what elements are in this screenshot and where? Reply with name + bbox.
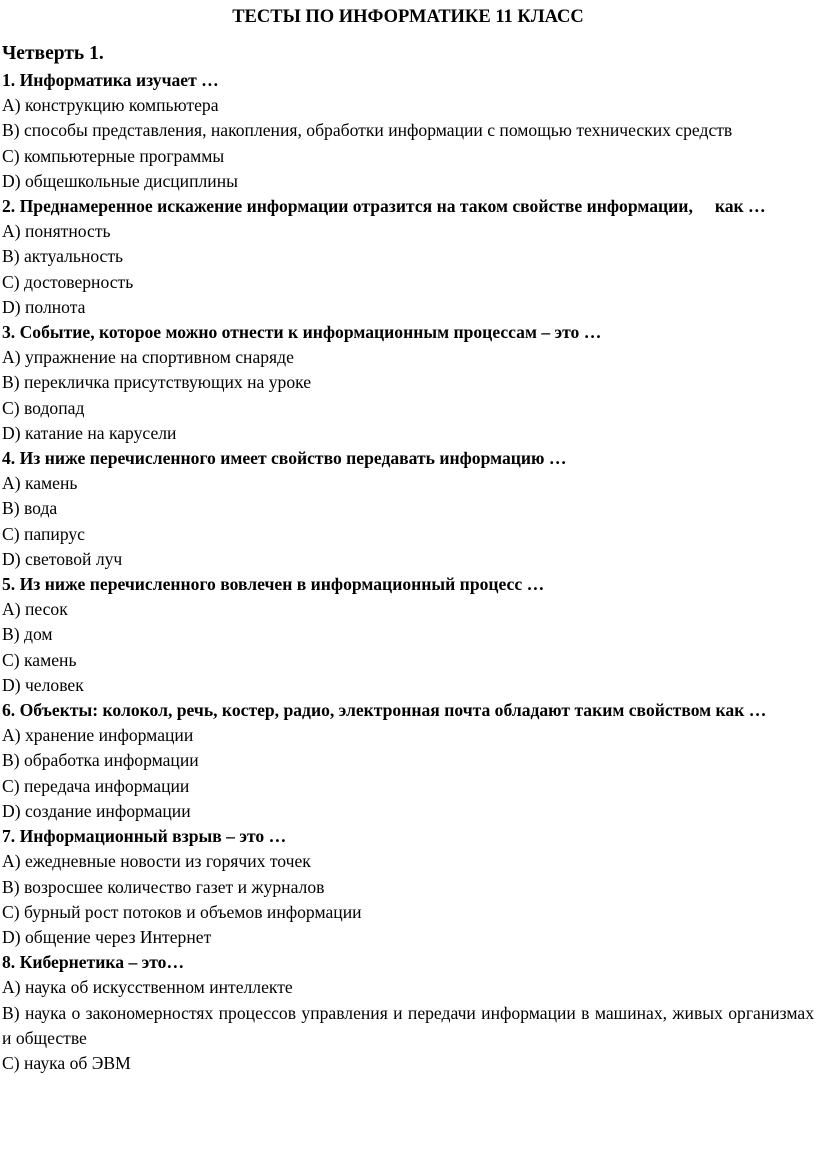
answer-option: B) перекличка присутствующих на уроке <box>2 372 312 393</box>
question-text: 6. Объекты: колокол, речь, костер, радио, электронная почта обладают таким свойством как … <box>2 700 767 721</box>
answer-option: C) бурный рост потоков и объемов информации <box>2 901 362 922</box>
question-4 <box>2 446 814 471</box>
question-text-tail: как … <box>714 196 766 217</box>
question-7 <box>2 824 814 849</box>
question-text: 3. Событие, которое можно отнести к информационным процессам – это … <box>2 322 602 343</box>
answer-option: D) общешкольные дисциплины <box>2 170 238 191</box>
answer-option: B) дом <box>2 624 53 645</box>
question-5 <box>2 572 814 597</box>
answer-option: C) компьютерные программы <box>2 145 225 166</box>
answer-option: A) упражнение на спортивном снаряде <box>2 347 294 368</box>
question-text: 4. Из ниже перечисленного имеет свойство передавать информацию … <box>2 448 567 469</box>
answer-option: B) возросшее количество газет и журналов <box>2 876 325 897</box>
answer-option: D) создание информации <box>2 800 191 821</box>
question-text: 7. Информационный взрыв – это … <box>2 826 287 847</box>
answer-option: B) способы представления, накопления, обработки информации с помощью технических средств <box>2 120 733 141</box>
answer-option: D) полнота <box>2 296 86 317</box>
document-title: ТЕСТЫ ПО ИНФОРМАТИКЕ 11 КЛАСС <box>232 7 584 27</box>
answer-option: B) вода <box>2 498 58 519</box>
answer-option: C) водопад <box>2 397 85 418</box>
question-6 <box>2 698 814 723</box>
question-1 <box>2 68 814 93</box>
answer-option: D) световой луч <box>2 548 123 569</box>
answer-option: A) песок <box>2 599 68 620</box>
question-2 <box>2 194 814 219</box>
question-text: 1. Информатика изучает … <box>2 70 219 90</box>
answer-option: D) человек <box>2 674 84 695</box>
answer-option: C) передача информации <box>2 775 190 796</box>
answer-option: A) ежедневные новости из горячих точек <box>2 851 311 872</box>
answer-option: C) камень <box>2 649 77 670</box>
answer-option: A) хранение информации <box>2 725 194 746</box>
answer-option: A) понятность <box>2 221 111 242</box>
answer-option: C) папирус <box>2 523 85 544</box>
quarter-heading: Четверть 1. <box>2 43 104 64</box>
question-8 <box>2 950 814 975</box>
question-text: 5. Из ниже перечисленного вовлечен в информационный процесс … <box>2 574 545 595</box>
answer-option: A) камень <box>2 473 78 494</box>
answer-option: D) катание на карусели <box>2 422 177 443</box>
answer-option: B) обработка информации <box>2 750 199 771</box>
question-text: 2. Преднамеренное искажение информации отразится на таком свойстве информации, <box>2 196 693 217</box>
answer-option: C) наука об ЭВМ <box>2 1052 131 1073</box>
answer-option: B) актуальность <box>2 246 124 267</box>
question-text: 8. Кибернетика – это… <box>2 952 185 973</box>
answer-option: B) наука о закономерностях процессов управления и передачи информации в машинах, живых организмах и обществе <box>2 1002 814 1048</box>
answer-option: A) конструкцию компьютера <box>2 95 219 116</box>
answer-option: D) общение через Интернет <box>2 926 212 947</box>
answer-option: C) достоверность <box>2 271 134 292</box>
answer-option: A) наука об искусственном интеллекте <box>2 977 293 998</box>
question-3 <box>2 320 814 345</box>
question-list <box>2 68 814 1076</box>
